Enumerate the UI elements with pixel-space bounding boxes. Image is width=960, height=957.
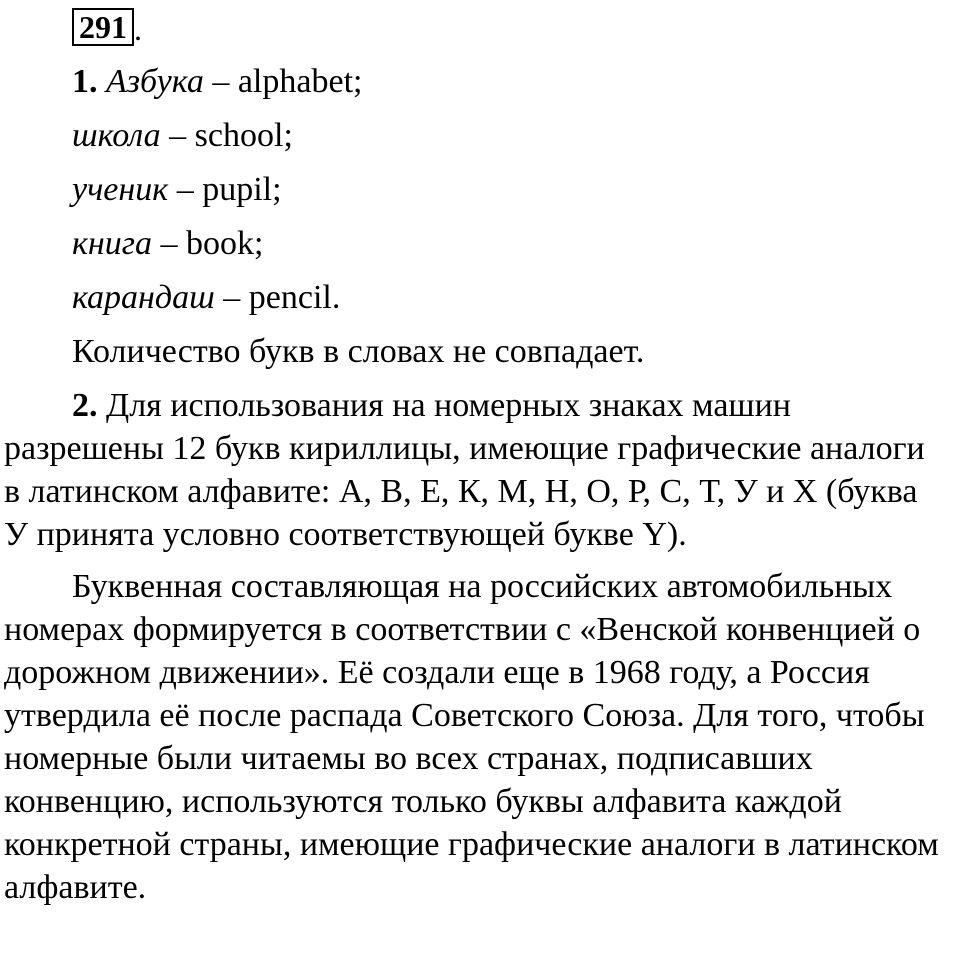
vocab-en-word: pencil. (248, 279, 341, 316)
part2-paragraph-1 (0, 384, 944, 556)
vocab-line-2 (0, 114, 960, 157)
vocab-line-4 (0, 222, 960, 265)
vocab-separator: – (214, 279, 249, 316)
vocab-ru-word: книга (72, 225, 153, 262)
vocab-ru-word: школа (72, 117, 161, 154)
exercise-number-box: 291 (72, 8, 134, 46)
vocab-ru-word: ученик (72, 171, 169, 208)
exercise-header (72, 6, 142, 46)
vocab-separator: – (160, 117, 195, 154)
vocab-separator: – (152, 225, 187, 262)
vocab-ru-word: Азбука (106, 63, 204, 100)
part1-marker: 1. (72, 63, 98, 100)
vocab-line-3 (0, 168, 960, 211)
vocab-separator: – (168, 171, 203, 208)
vocab-ru-word: карандаш (72, 279, 215, 316)
exercise-body (0, 60, 960, 909)
vocab-line-5 (0, 276, 960, 319)
exercise-number-dot: . (134, 11, 142, 47)
vocab-separator: – (203, 63, 238, 100)
vocab-en-word: pupil; (202, 171, 282, 208)
part2-paragraph-1-text: Для использования на номерных знаках машин разрешены 12 букв кириллицы, имеющие графические аналоги в латинском алфавите: А, В, Е, К, М, Н, О, Р, С, Т, У и Х (буква У принята условно соответствующей букве Y). (4, 387, 925, 553)
vocab-line-1 (0, 60, 960, 103)
part2-marker: 2. (72, 387, 98, 424)
vocab-en-word: book; (186, 225, 264, 262)
part1-conclusion: Количество букв в словах не совпадает. (72, 333, 645, 370)
vocab-en-word: alphabet; (237, 63, 363, 100)
part2-paragraph-2: Буквенная составляющая на российских автомобильных номерах формируется в соответствии с «Венской конвенцией о дорожном движении». Её создали еще в 1968 году, а Россия утвердила её после распада Советского Союза. Для того, чтобы номерные были читаемы во всех странах, подписавших конвенцию, используются только буквы алфавита каждой конкретной страны, имеющие графические аналоги в латинском алфавите. (4, 568, 939, 906)
vocab-en-word: school; (194, 117, 293, 154)
